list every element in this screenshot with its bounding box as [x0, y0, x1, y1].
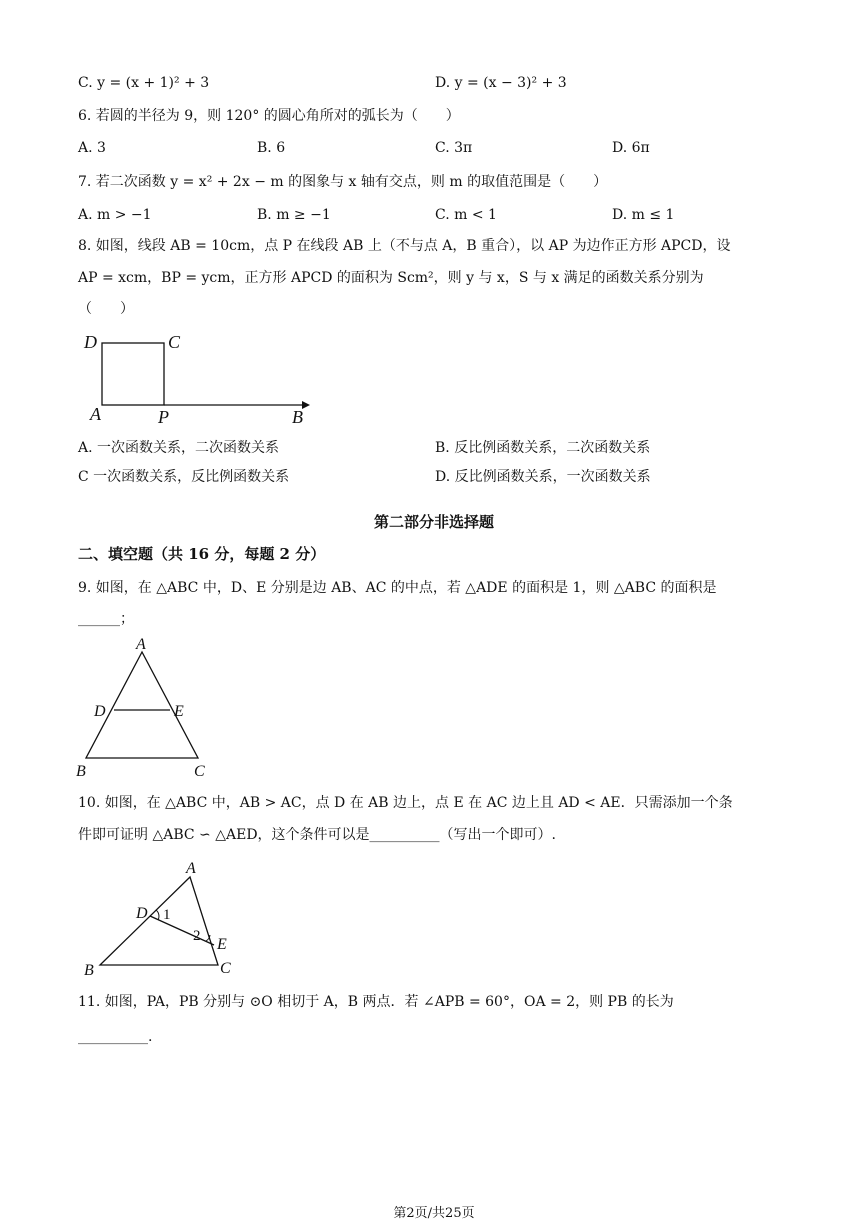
label-a: A — [136, 636, 146, 653]
q10-figure — [80, 855, 250, 983]
label-c: C — [168, 332, 181, 352]
part-two-title: 第二部分非选择题 — [373, 513, 494, 531]
q6-option-b: B. 6 — [257, 140, 286, 156]
q6-option-c: C. 3π — [435, 140, 473, 156]
label-b: B — [292, 407, 303, 427]
q5-option-c: C. y = (x + 1)² + 3 — [78, 75, 210, 91]
q7-option-c: C. m < 1 — [435, 207, 497, 223]
q10-stem-line1: 10. 如图，在 △ABC 中，AB > AC，点 D 在 AB 边上，点 E 在 AC 边上且 AD < AE．只需添加一个条 — [78, 795, 733, 811]
q6-option-d: D. 6π — [612, 140, 650, 156]
q9-stem-line2: ______； — [78, 611, 134, 627]
q7-stem: 7. 若二次函数 y = x² + 2x − m 的图象与 x 轴有交点，则 m 的取值范围是（ ） — [78, 174, 608, 190]
q6-option-a: A. 3 — [78, 140, 106, 156]
q8-stem-line1: 8. 如图，线段 AB = 10cm，点 P 在线段 AB 上（不与点 A，B 重合），以 AP 为边作正方形 APCD，设 — [78, 238, 731, 254]
q8-option-a: A. 一次函数关系，二次函数关系 — [78, 440, 280, 456]
q8-option-d: D. 反比例函数关系，一次函数关系 — [435, 469, 651, 485]
q5-option-d: D. y = (x − 3)² + 3 — [435, 75, 567, 91]
q6-stem: 6. 若圆的半径为 9，则 120° 的圆心角所对的弧长为（ ） — [78, 108, 460, 124]
q9-figure — [72, 634, 222, 784]
label-a: A — [90, 404, 101, 424]
label-c: C — [220, 960, 231, 977]
q8-stem-line3: （ ） — [78, 301, 134, 317]
q7-option-d: D. m ≤ 1 — [612, 207, 675, 223]
label-e: E — [217, 936, 227, 953]
label-c: C — [194, 763, 205, 780]
q11-stem-line2: __________. — [78, 1029, 153, 1045]
square-apcd — [102, 343, 164, 405]
label-e: E — [174, 703, 184, 720]
q8-option-c: C 一次函数关系，反比例函数关系 — [78, 469, 290, 485]
q7-option-a: A. m > −1 — [78, 207, 152, 223]
label-b: B — [76, 763, 86, 780]
label-a: A — [186, 860, 196, 877]
q10-stem-line2: 件即可证明 △ABC ∽ △AED，这个条件可以是__________（写出一个即可）. — [78, 827, 556, 843]
q8-figure — [80, 325, 320, 430]
q8-option-b: B. 反比例函数关系，二次函数关系 — [435, 440, 651, 456]
q8-stem-line2: AP = xcm，BP = ycm，正方形 APCD 的面积为 Scm²，则 y 与 x，S 与 x 满足的函数关系分别为 — [78, 270, 704, 286]
label-d: D — [94, 703, 106, 720]
q7-option-b: B. m ≥ −1 — [257, 207, 331, 223]
label-d: D — [84, 332, 97, 352]
label-angle-2: 2 — [193, 928, 201, 944]
arrow-head — [302, 401, 310, 409]
section-two-heading: 二、填空题（共 16 分，每题 2 分） — [78, 545, 326, 563]
q9-stem-line1: 9. 如图，在 △ABC 中，D、E 分别是边 AB、AC 的中点，若 △ADE 的面积是 1，则 △ABC 的面积是 — [78, 580, 717, 596]
q11-stem-line1: 11. 如图，PA，PB 分别与 ⊙O 相切于 A，B 两点．若 ∠APB = 60°，OA = 2，则 PB 的长为 — [78, 994, 674, 1010]
label-angle-1: 1 — [163, 907, 171, 923]
triangle-abc — [100, 877, 218, 965]
label-p: P — [158, 407, 169, 427]
label-d: D — [136, 905, 148, 922]
label-b: B — [84, 962, 94, 979]
page-number: 第2页/共25页 — [393, 1206, 475, 1221]
